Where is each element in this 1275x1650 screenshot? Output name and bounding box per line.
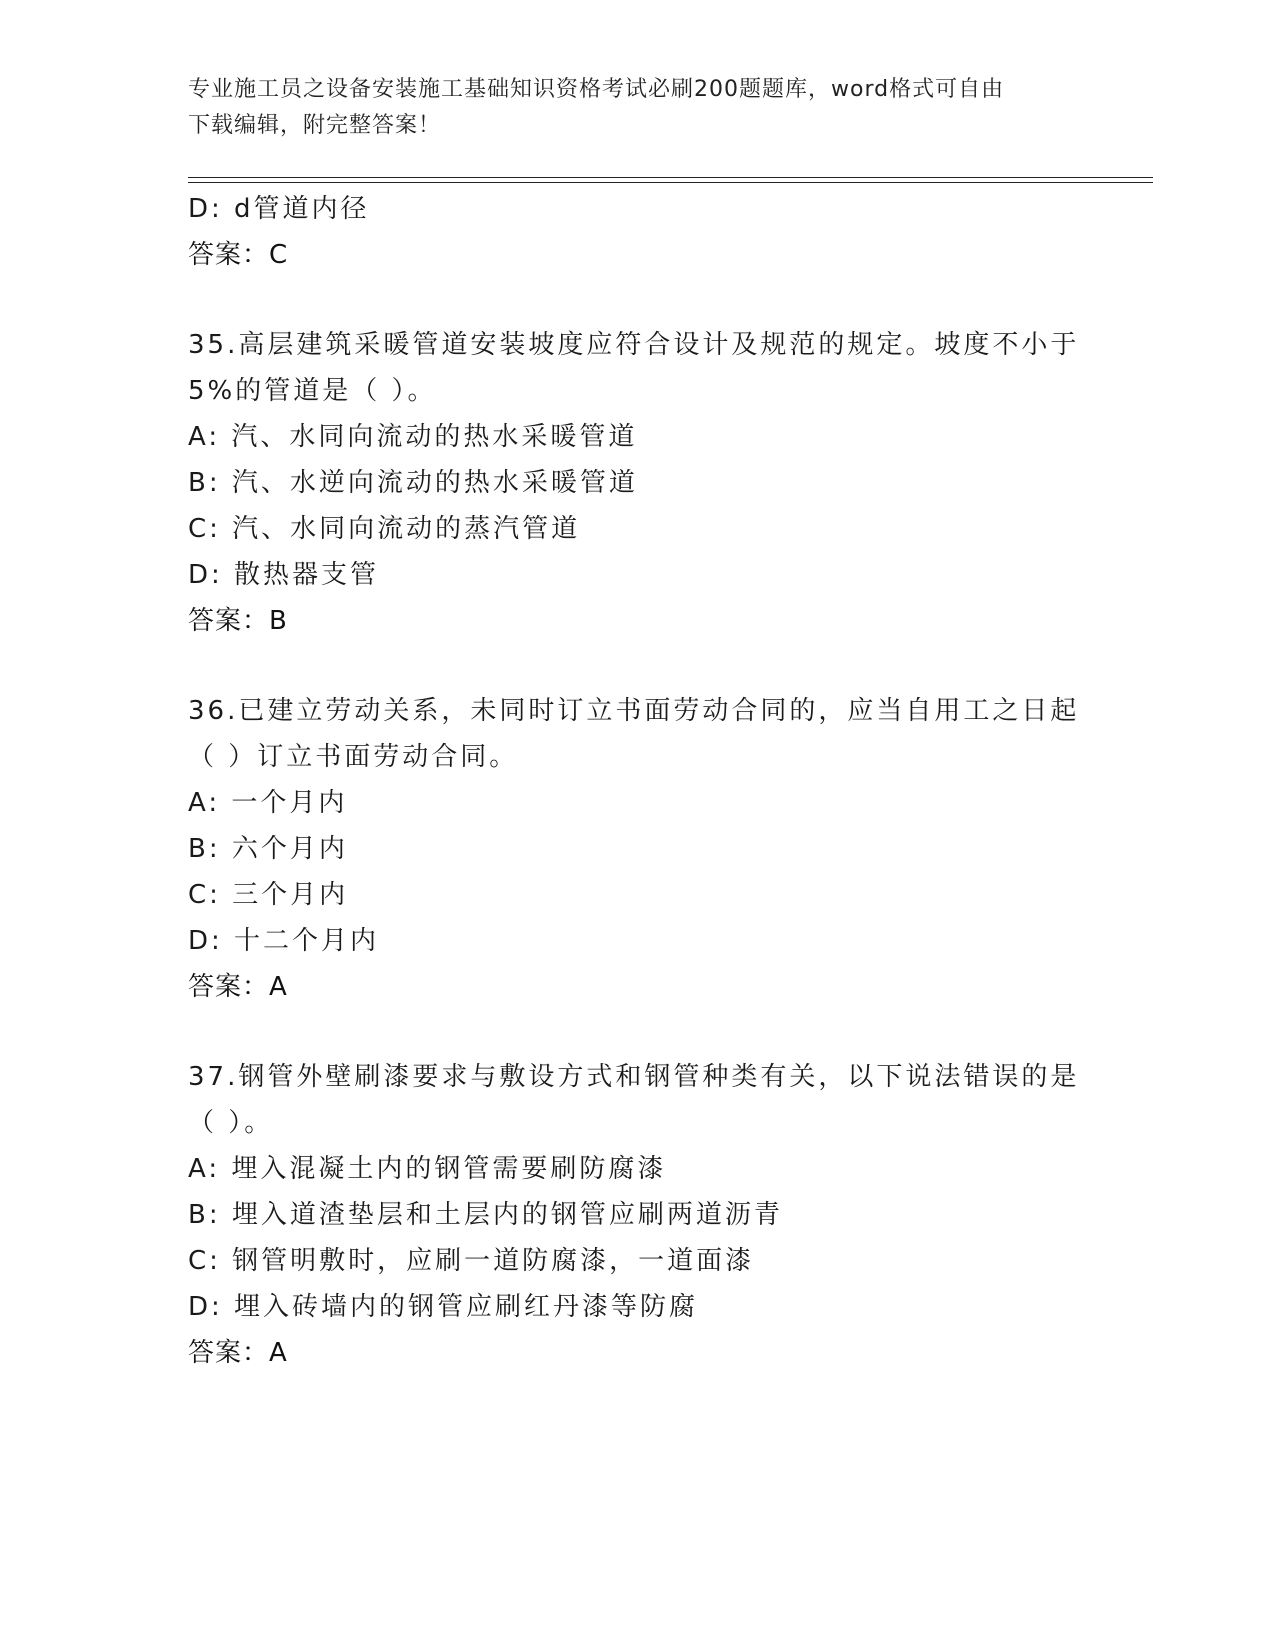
prev-answer: 答案：C [188,240,289,270]
question-37-stem-line2: （ ）。 [188,1108,274,1138]
question-37-option-b: B: 埋入道渣垫层和土层内的钢管应刷两道沥青 [188,1200,783,1230]
header-divider-bottom [188,182,1153,183]
question-35-option-d: D: 散热器支管 [188,560,380,590]
header-title-line2: 下载编辑，附完整答案！ [188,113,442,138]
question-36-stem-line2: （ ）订立书面劳动合同。 [188,742,519,772]
question-37-option-c: C: 钢管明敷时，应刷一道防腐漆，一道面漆 [188,1246,755,1276]
prev-option-d: D: d管道内径 [188,194,370,224]
question-36-option-a: A: 一个月内 [188,788,348,818]
question-36 [188,688,1088,1010]
question-spacer [188,1010,1088,1054]
question-37-answer: 答案：A [188,1338,288,1368]
question-35 [188,322,1088,644]
question-35-option-a: A: 汽、水同向流动的热水采暖管道 [188,422,638,452]
header-title-line1: 专业施工员之设备安装施工基础知识资格考试必刷200题题库，word格式可自由 [188,77,1005,102]
question-36-option-b: B: 六个月内 [188,834,348,864]
question-37-option-a: A: 埋入混凝土内的钢管需要刷防腐漆 [188,1154,667,1184]
header-divider-top [188,177,1153,178]
question-37-stem-line1: 37.钢管外壁刷漆要求与敷设方式和钢管种类有关，以下说法错误的是 [188,1062,1080,1092]
question-37-option-d: D: 埋入砖墙内的钢管应刷红丹漆等防腐 [188,1292,699,1322]
question-spacer [188,278,1088,322]
question-35-answer: 答案：B [188,606,288,636]
question-35-option-b: B: 汽、水逆向流动的热水采暖管道 [188,468,638,498]
question-36-option-d: D: 十二个月内 [188,926,380,956]
document-header [188,72,1068,144]
question-35-option-c: C: 汽、水同向流动的蒸汽管道 [188,514,581,544]
question-spacer [188,644,1088,688]
question-35-stem-line1: 35.高层建筑采暖管道安装坡度应符合设计及规范的规定。坡度不小于 [188,330,1080,360]
question-36-answer: 答案：A [188,972,288,1002]
question-37 [188,1054,1088,1376]
question-36-option-c: C: 三个月内 [188,880,349,910]
question-36-stem-line1: 36.已建立劳动关系，未同时订立书面劳动合同的，应当自用工之日起 [188,696,1080,726]
question-35-stem-line2: 5%的管道是（ ）。 [188,376,437,406]
question-content [188,186,1088,1376]
